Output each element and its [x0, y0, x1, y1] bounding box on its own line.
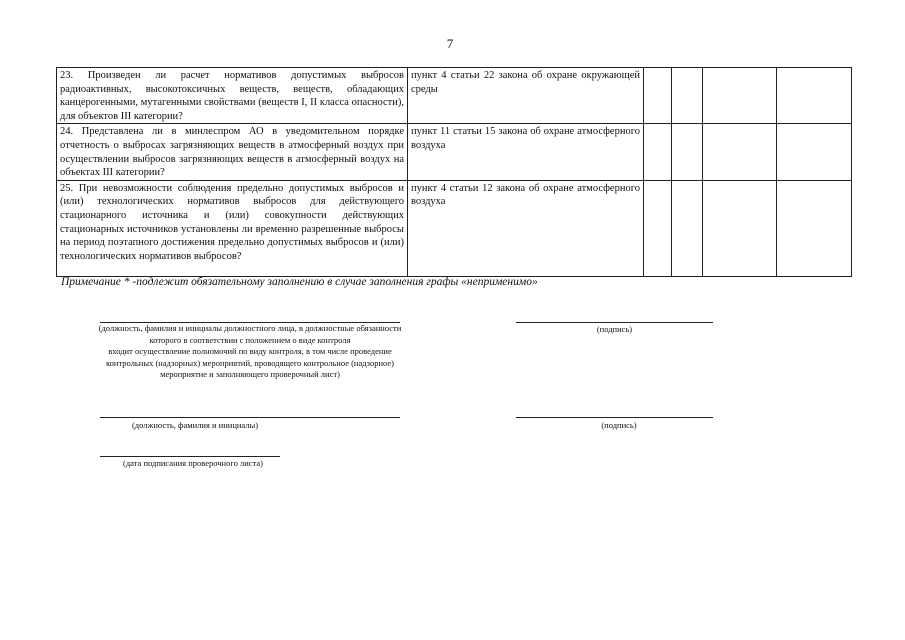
answer-cell[interactable]: [672, 68, 703, 124]
table-note: Примечание * -подлежит обязательному заполнению в случае заполнения графы «неприменимо»: [61, 276, 538, 288]
table-row: [57, 180, 852, 276]
legal-reference-cell: пункт 11 статьи 15 закона об охране атмосферного воздуха: [408, 124, 644, 180]
date-line[interactable]: [100, 456, 280, 457]
person-signature-caption: (подпись): [601, 420, 637, 430]
page-number: 7: [446, 36, 454, 51]
answer-cell[interactable]: [777, 124, 852, 180]
answer-cell[interactable]: [777, 180, 852, 276]
answer-cell[interactable]: [777, 68, 852, 124]
answer-cell[interactable]: [703, 68, 777, 124]
checklist-table: [56, 67, 852, 277]
answer-cell[interactable]: [644, 124, 672, 180]
answer-cell[interactable]: [703, 124, 777, 180]
answer-cell[interactable]: [644, 68, 672, 124]
legal-reference-cell: пункт 4 статьи 12 закона об охране атмосферного воздуха: [408, 180, 644, 276]
person-signature-line[interactable]: [516, 417, 713, 418]
table-row: [57, 124, 852, 180]
official-signature-caption: (подпись): [596, 324, 633, 334]
answer-cell[interactable]: [672, 124, 703, 180]
answer-cell[interactable]: [672, 180, 703, 276]
official-signature-line[interactable]: [516, 322, 713, 323]
official-caption: (должность, фамилия и инициалы должностного лица, в должностные обязанности которого в соответствии с положением о виде контроля входит осуществление полномочий по виду контроля, в том числе проведение контрольных (надзорных) мероприятий, проводящего контрольное (надзорное) мероприятие и заполняющего проверочный лист): [98, 323, 402, 379]
question-cell: 25. При невозможности соблюдения предельно допустимых выбросов и (или) технологических нормативов выбросов для действующего стационарного источника и (или) совокупности действующих стационарных источников установлены ли временно разрешенные выбросы на период поэтапного достижения предельно допустимых выбросов и (или) технологических нормативов выбросов?: [57, 180, 408, 276]
question-cell: 24. Представлена ли в минлеспром АО в уведомительном порядке отчетность о выбросах загрязняющих веществ в атмосферный воздух при осуществлении выбросов загрязняющих веществ в атмосферный воздух на объектах III категории?: [57, 124, 408, 180]
person-name-line[interactable]: [100, 417, 400, 418]
question-cell: 23. Произведен ли расчет нормативов допустимых выбросов радиоактивных, высокотоксичных веществ, веществ, обладающих канцерогенными, мутагенными свойствами (веществ I, II класса опасности), для объектов III категории?: [57, 68, 408, 124]
person-caption: (должность, фамилия и инициалы): [131, 420, 259, 430]
answer-cell[interactable]: [703, 180, 777, 276]
answer-cell[interactable]: [644, 180, 672, 276]
date-caption: (дата подписания проверочного листа): [123, 458, 263, 468]
table-row: [57, 68, 852, 124]
legal-reference-cell: пункт 4 статьи 22 закона об охране окружающей среды: [408, 68, 644, 124]
